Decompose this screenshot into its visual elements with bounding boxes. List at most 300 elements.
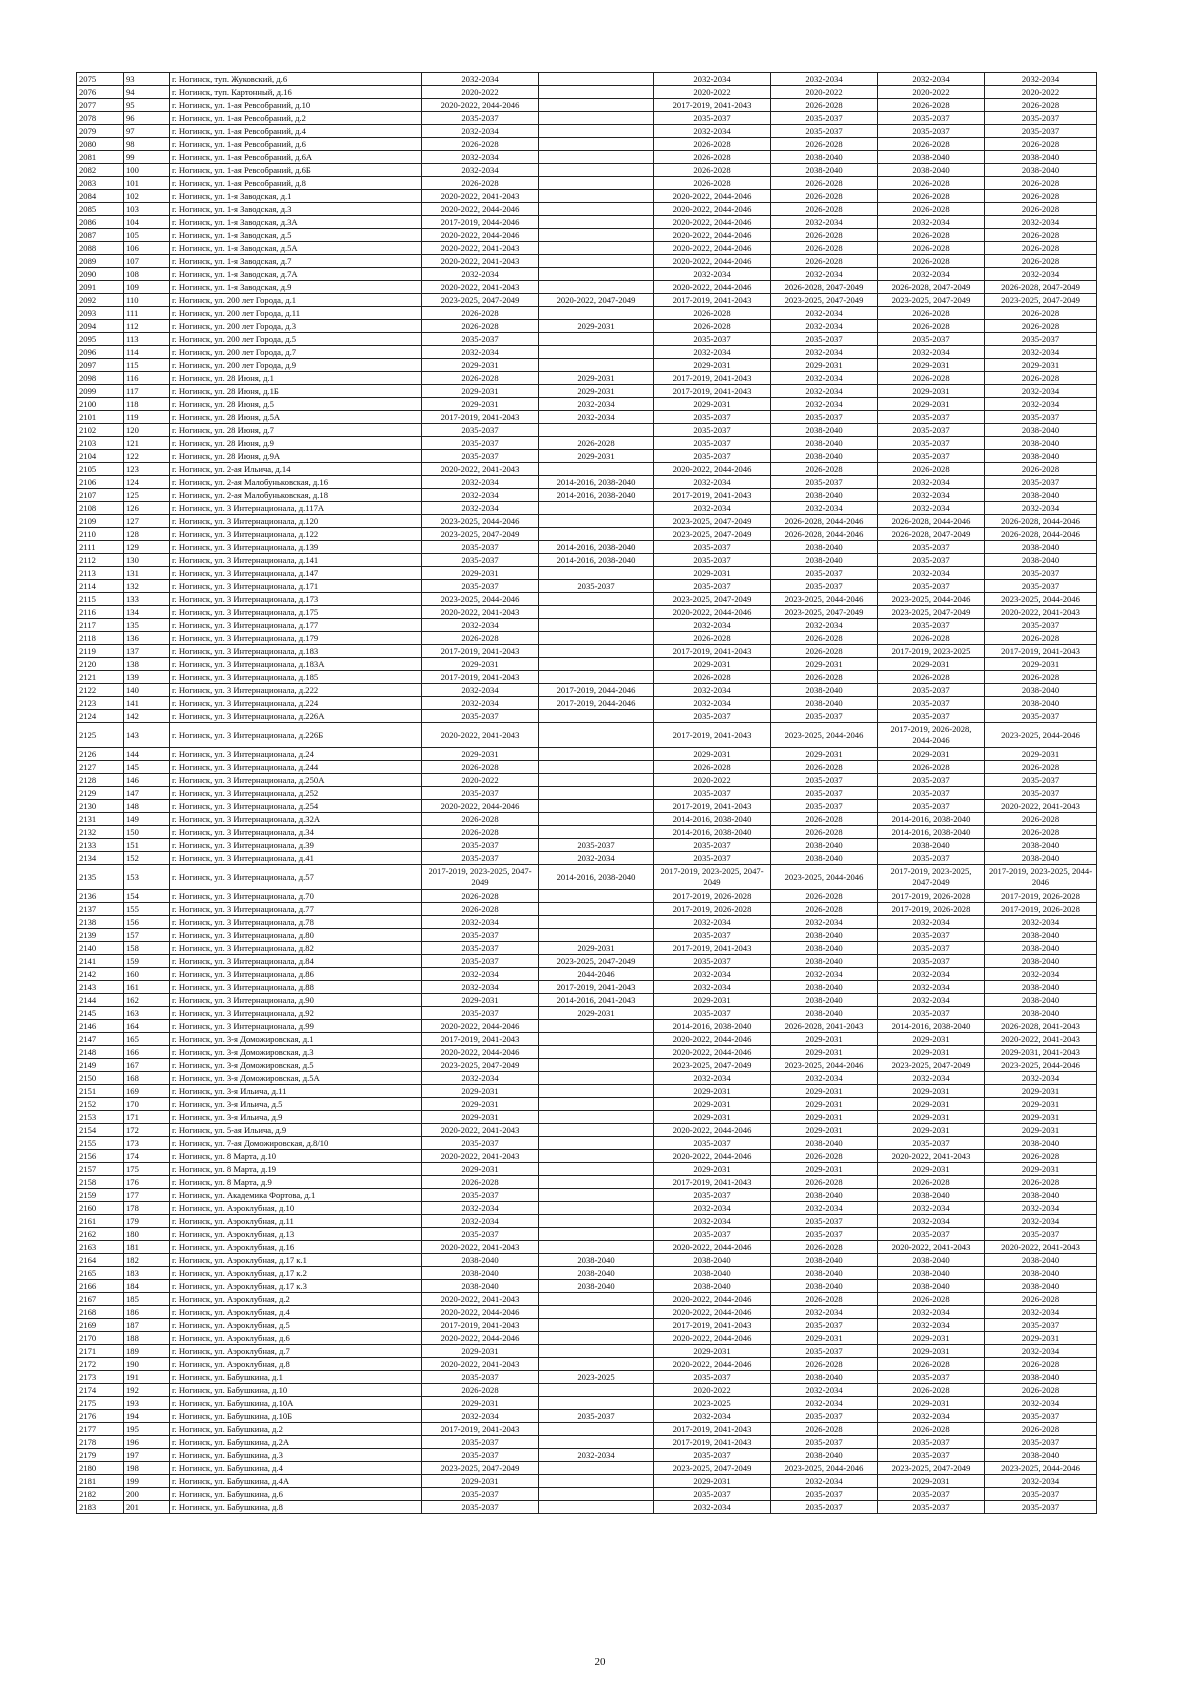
- table-cell: 2026-2028: [878, 463, 985, 476]
- table-cell: 2020-2022, 2041-2043: [422, 1150, 539, 1163]
- table-row: [77, 359, 1097, 372]
- table-cell: 2026-2028: [985, 1150, 1097, 1163]
- table-cell: 2156: [77, 1150, 124, 1163]
- table-cell: 2020-2022, 2041-2043: [985, 606, 1097, 619]
- table-cell: 2026-2028: [771, 645, 878, 658]
- table-cell: 2026-2028: [878, 761, 985, 774]
- table-cell: 2020-2022, 2044-2046: [654, 1332, 771, 1345]
- table-cell: 2182: [77, 1488, 124, 1501]
- table-cell: 2020-2022: [654, 86, 771, 99]
- table-cell: 2023-2025, 2047-2049: [654, 528, 771, 541]
- table-cell: 2038-2040: [878, 1267, 985, 1280]
- table-cell: 2075: [77, 73, 124, 86]
- table-cell: 2020-2022, 2041-2043: [878, 1150, 985, 1163]
- table-cell: 2023-2025, 2047-2049: [878, 294, 985, 307]
- table-row: [77, 125, 1097, 138]
- table-cell: 2035-2037: [878, 125, 985, 138]
- table-cell: 2038-2040: [771, 489, 878, 502]
- table-cell: 2026-2028: [985, 229, 1097, 242]
- table-cell: г. Ногинск, ул. 3 Интернационала, д.179: [170, 632, 422, 645]
- table-cell: 118: [124, 398, 170, 411]
- table-cell: 2125: [77, 723, 124, 748]
- table-row: [77, 916, 1097, 929]
- table-cell: 2020-2022, 2047-2049: [539, 294, 654, 307]
- table-cell: 2020-2022: [771, 86, 878, 99]
- table-cell: 2032-2034: [985, 1202, 1097, 1215]
- table-row: [77, 1215, 1097, 1228]
- table-cell: г. Ногинск, ул. 2-ая Малобуньковская, д.16: [170, 476, 422, 489]
- table-cell: 2029-2031: [654, 1163, 771, 1176]
- table-row: [77, 1163, 1097, 1176]
- table-cell: 2124: [77, 710, 124, 723]
- table-row: [77, 554, 1097, 567]
- table-cell: 2035-2037: [654, 554, 771, 567]
- table-cell: [539, 1475, 654, 1488]
- table-cell: 2077: [77, 99, 124, 112]
- table-cell: 2035-2037: [878, 942, 985, 955]
- table-cell: 2032-2034: [422, 502, 539, 515]
- table-cell: 104: [124, 216, 170, 229]
- table-cell: г. Ногинск, ул. 3 Интернационала, д.32А: [170, 813, 422, 826]
- table-cell: г. Ногинск, ул. 28 Июня, д.9: [170, 437, 422, 450]
- table-row: [77, 1488, 1097, 1501]
- table-cell: 2139: [77, 929, 124, 942]
- table-cell: 2020-2022, 2044-2046: [654, 1046, 771, 1059]
- table-cell: 2032-2034: [878, 916, 985, 929]
- table-cell: г. Ногинск, ул. 3 Интернационала, д.244: [170, 761, 422, 774]
- table-cell: 2032-2034: [422, 1072, 539, 1085]
- table-cell: 2035-2037: [771, 567, 878, 580]
- table-cell: г. Ногинск, ул. 2-ая Малобуньковская, д.18: [170, 489, 422, 502]
- table-cell: 2099: [77, 385, 124, 398]
- table-cell: 2032-2034: [878, 994, 985, 1007]
- table-cell: 2029-2031: [422, 1085, 539, 1098]
- table-cell: 2035-2037: [985, 1436, 1097, 1449]
- table-cell: 2020-2022, 2041-2043: [985, 1241, 1097, 1254]
- table-cell: 2087: [77, 229, 124, 242]
- table-cell: 2035-2037: [771, 1436, 878, 1449]
- table-cell: г. Ногинск, ул. 3 Интернационала, д.254: [170, 800, 422, 813]
- table-cell: 2023-2025, 2047-2049: [878, 1462, 985, 1475]
- table-cell: 2038-2040: [985, 1007, 1097, 1020]
- table-cell: 146: [124, 774, 170, 787]
- table-cell: 2026-2028: [422, 632, 539, 645]
- table-cell: 2038-2040: [771, 1267, 878, 1280]
- table-cell: 2032-2034: [654, 1215, 771, 1228]
- table-cell: 2014-2016, 2038-2040: [539, 541, 654, 554]
- table-cell: 2093: [77, 307, 124, 320]
- table-cell: г. Ногинск, ул. Бабушкина, д.4: [170, 1462, 422, 1475]
- table-row: [77, 333, 1097, 346]
- table-cell: 2026-2028: [985, 307, 1097, 320]
- table-cell: 2032-2034: [878, 268, 985, 281]
- table-cell: 2135: [77, 865, 124, 890]
- table-cell: 2026-2028: [771, 761, 878, 774]
- table-cell: 2020-2022, 2044-2046: [422, 1306, 539, 1319]
- table-cell: 2133: [77, 839, 124, 852]
- table-cell: 2020-2022, 2044-2046: [422, 800, 539, 813]
- table-cell: 2038-2040: [539, 1254, 654, 1267]
- table-cell: 108: [124, 268, 170, 281]
- table-cell: 2017-2019, 2026-2028: [985, 890, 1097, 903]
- table-cell: 114: [124, 346, 170, 359]
- table-cell: 2023-2025, 2044-2046: [878, 593, 985, 606]
- table-cell: 2038-2040: [985, 1137, 1097, 1150]
- table-cell: 192: [124, 1384, 170, 1397]
- table-cell: 2023-2025, 2044-2046: [771, 865, 878, 890]
- table-cell: 2035-2037: [771, 1488, 878, 1501]
- table-cell: 2104: [77, 450, 124, 463]
- table-cell: г. Ногинск, ул. 3 Интернационала, д.34: [170, 826, 422, 839]
- table-cell: г. Ногинск, ул. 200 лет Города, д.9: [170, 359, 422, 372]
- table-cell: 2035-2037: [771, 411, 878, 424]
- table-cell: 2035-2037: [878, 774, 985, 787]
- table-cell: 2032-2034: [654, 268, 771, 281]
- table-row: [77, 294, 1097, 307]
- table-cell: 2035-2037: [422, 112, 539, 125]
- table-cell: 2026-2028: [771, 813, 878, 826]
- table-cell: 2035-2037: [654, 580, 771, 593]
- table-cell: 2035-2037: [985, 580, 1097, 593]
- table-cell: 2017-2019, 2041-2043: [422, 1423, 539, 1436]
- table-cell: 2017-2019, 2041-2043: [422, 1319, 539, 1332]
- table-cell: 2035-2037: [771, 787, 878, 800]
- table-row: [77, 1150, 1097, 1163]
- table-cell: 159: [124, 955, 170, 968]
- table-cell: 2038-2040: [985, 1267, 1097, 1280]
- table-cell: [539, 1293, 654, 1306]
- table-cell: г. Ногинск, ул. 3 Интернационала, д.88: [170, 981, 422, 994]
- table-cell: 2032-2034: [654, 619, 771, 632]
- table-cell: 181: [124, 1241, 170, 1254]
- table-cell: [539, 645, 654, 658]
- table-cell: г. Ногинск, ул. 1-я Заводская, д.1: [170, 190, 422, 203]
- table-cell: г. Ногинск, ул. 3 Интернационала, д.82: [170, 942, 422, 955]
- table-cell: 2038-2040: [771, 1254, 878, 1267]
- table-cell: 2017-2019, 2041-2043: [422, 1033, 539, 1046]
- table-cell: г. Ногинск, ул. 3 Интернационала, д.77: [170, 903, 422, 916]
- table-cell: 194: [124, 1410, 170, 1423]
- table-cell: [539, 1397, 654, 1410]
- table-cell: 2017-2019, 2026-2028: [878, 890, 985, 903]
- table-cell: 2026-2028: [985, 813, 1097, 826]
- table-cell: 2032-2034: [985, 1397, 1097, 1410]
- table-cell: г. Ногинск, ул. 28 Июня, д.5: [170, 398, 422, 411]
- table-cell: 2161: [77, 1215, 124, 1228]
- table-cell: 2032-2034: [539, 1449, 654, 1462]
- table-cell: 2026-2028: [771, 229, 878, 242]
- table-cell: 2026-2028: [878, 1423, 985, 1436]
- table-cell: 2026-2028: [878, 1293, 985, 1306]
- table-cell: 2020-2022, 2044-2046: [654, 1124, 771, 1137]
- table-cell: 2026-2028: [771, 1293, 878, 1306]
- table-cell: г. Ногинск, ул. 3 Интернационала, д.78: [170, 916, 422, 929]
- table-cell: г. Ногинск, ул. 3 Интернационала, д.70: [170, 890, 422, 903]
- table-cell: 2026-2028: [878, 320, 985, 333]
- table-cell: 165: [124, 1033, 170, 1046]
- table-cell: 2032-2034: [539, 398, 654, 411]
- table-cell: 193: [124, 1397, 170, 1410]
- table-cell: 2032-2034: [422, 697, 539, 710]
- table-cell: 2020-2022, 2044-2046: [422, 203, 539, 216]
- table-cell: [539, 1202, 654, 1215]
- table-cell: 148: [124, 800, 170, 813]
- table-cell: 2158: [77, 1176, 124, 1189]
- table-cell: 2026-2028: [985, 1176, 1097, 1189]
- table-row: [77, 580, 1097, 593]
- table-cell: г. Ногинск, ул. 200 лет Города, д.11: [170, 307, 422, 320]
- table-cell: 2023-2025, 2044-2046: [422, 515, 539, 528]
- table-cell: 2175: [77, 1397, 124, 1410]
- table-row: [77, 437, 1097, 450]
- table-cell: [539, 1358, 654, 1371]
- table-cell: 2026-2028: [771, 463, 878, 476]
- table-cell: 2014-2016, 2038-2040: [539, 476, 654, 489]
- table-cell: 2101: [77, 411, 124, 424]
- table-cell: [539, 268, 654, 281]
- table-row: [77, 1254, 1097, 1267]
- table-cell: 2032-2034: [771, 268, 878, 281]
- table-cell: 2020-2022: [654, 774, 771, 787]
- table-cell: 2014-2016, 2038-2040: [654, 813, 771, 826]
- table-cell: 2166: [77, 1280, 124, 1293]
- table-cell: [539, 619, 654, 632]
- table-cell: 2026-2028: [985, 1293, 1097, 1306]
- table-cell: [539, 515, 654, 528]
- table-cell: 2032-2034: [771, 216, 878, 229]
- table-cell: 2038-2040: [771, 839, 878, 852]
- table-cell: г. Ногинск, ул. Аэроклубная, д.17 к.1: [170, 1254, 422, 1267]
- table-cell: 2023-2025: [654, 1397, 771, 1410]
- table-row: [77, 710, 1097, 723]
- table-cell: [539, 1137, 654, 1150]
- table-cell: 2026-2028: [985, 203, 1097, 216]
- table-cell: 2035-2037: [878, 1501, 985, 1514]
- table-cell: 101: [124, 177, 170, 190]
- table-row: [77, 1436, 1097, 1449]
- table-cell: 2020-2022, 2041-2043: [985, 800, 1097, 813]
- table-cell: [539, 1436, 654, 1449]
- table-cell: 2035-2037: [654, 437, 771, 450]
- table-cell: 137: [124, 645, 170, 658]
- table-cell: г. Ногинск, ул. 1-я Заводская, д.5А: [170, 242, 422, 255]
- table-cell: 2023-2025, 2047-2049: [771, 294, 878, 307]
- table-cell: г. Ногинск, ул. Аэроклубная, д.10: [170, 1202, 422, 1215]
- table-cell: 2020-2022, 2044-2046: [654, 1150, 771, 1163]
- table-cell: 2029-2031: [771, 748, 878, 761]
- table-cell: г. Ногинск, ул. Аэроклубная, д.5: [170, 1319, 422, 1332]
- table-cell: 2035-2037: [654, 1189, 771, 1202]
- table-cell: 2017-2019, 2041-2043: [654, 645, 771, 658]
- table-cell: 2029-2031: [878, 658, 985, 671]
- table-cell: 2032-2034: [771, 385, 878, 398]
- table-cell: 2029-2031: [771, 1085, 878, 1098]
- table-cell: 2179: [77, 1449, 124, 1462]
- table-cell: г. Ногинск, ул. 3-я Доможировская, д.3: [170, 1046, 422, 1059]
- table-cell: 2029-2031: [985, 1332, 1097, 1345]
- table-cell: 2023-2025, 2047-2049: [654, 593, 771, 606]
- table-cell: 2026-2028: [878, 190, 985, 203]
- table-cell: 2128: [77, 774, 124, 787]
- table-cell: [539, 1345, 654, 1358]
- table-cell: 2035-2037: [771, 710, 878, 723]
- table-cell: 2032-2034: [985, 1215, 1097, 1228]
- table-cell: 2038-2040: [985, 164, 1097, 177]
- table-cell: 2035-2037: [985, 125, 1097, 138]
- table-cell: 2023-2025, 2044-2046: [771, 723, 878, 748]
- table-row: [77, 619, 1097, 632]
- table-cell: 2029-2031: [878, 748, 985, 761]
- table-cell: 2038-2040: [654, 1267, 771, 1280]
- table-cell: 2035-2037: [539, 1410, 654, 1423]
- table-cell: 2032-2034: [771, 619, 878, 632]
- table-cell: 131: [124, 567, 170, 580]
- table-cell: 2026-2028: [422, 138, 539, 151]
- table-cell: 2020-2022, 2044-2046: [654, 1241, 771, 1254]
- table-cell: [539, 528, 654, 541]
- table-cell: 2035-2037: [771, 125, 878, 138]
- table-cell: 2032-2034: [878, 1319, 985, 1332]
- table-cell: 2017-2019, 2026-2028: [654, 890, 771, 903]
- table-row: [77, 567, 1097, 580]
- table-cell: 120: [124, 424, 170, 437]
- table-row: [77, 1072, 1097, 1085]
- table-cell: 2029-2031: [422, 1163, 539, 1176]
- table-cell: 2090: [77, 268, 124, 281]
- table-cell: 2143: [77, 981, 124, 994]
- table-cell: 2032-2034: [422, 125, 539, 138]
- table-cell: [539, 203, 654, 216]
- table-cell: 2035-2037: [985, 619, 1097, 632]
- table-cell: 2038-2040: [878, 151, 985, 164]
- table-cell: 147: [124, 787, 170, 800]
- table-cell: 2035-2037: [422, 580, 539, 593]
- table-cell: 2032-2034: [985, 1072, 1097, 1085]
- table-cell: 136: [124, 632, 170, 645]
- table-cell: г. Ногинск, ул. 3 Интернационала, д.139: [170, 541, 422, 554]
- table-cell: [539, 813, 654, 826]
- table-cell: 2023-2025: [539, 1371, 654, 1384]
- table-cell: г. Ногинск, ул. 3 Интернационала, д.173: [170, 593, 422, 606]
- table-cell: 2023-2025, 2047-2049: [422, 528, 539, 541]
- table-cell: 2029-2031: [985, 1111, 1097, 1124]
- table-cell: 160: [124, 968, 170, 981]
- table-cell: 175: [124, 1163, 170, 1176]
- table-row: [77, 1228, 1097, 1241]
- table-cell: 2026-2028: [422, 320, 539, 333]
- table-cell: 2155: [77, 1137, 124, 1150]
- table-cell: 2017-2019, 2041-2043: [654, 489, 771, 502]
- table-row: [77, 463, 1097, 476]
- table-cell: 2088: [77, 242, 124, 255]
- table-cell: 2017-2019, 2044-2046: [539, 684, 654, 697]
- table-cell: 2026-2028: [985, 1384, 1097, 1397]
- table-cell: 157: [124, 929, 170, 942]
- table-cell: 2020-2022, 2044-2046: [422, 1332, 539, 1345]
- table-cell: 2129: [77, 787, 124, 800]
- table-cell: 2130: [77, 800, 124, 813]
- table-cell: 2038-2040: [985, 450, 1097, 463]
- table-cell: 178: [124, 1202, 170, 1215]
- table-row: [77, 190, 1097, 203]
- table-cell: 2035-2037: [422, 1449, 539, 1462]
- table-cell: 2035-2037: [654, 112, 771, 125]
- table-cell: 2035-2037: [422, 450, 539, 463]
- table-cell: 2032-2034: [422, 346, 539, 359]
- table-cell: 2026-2028: [654, 632, 771, 645]
- table-cell: г. Ногинск, ул. 200 лет Города, д.1: [170, 294, 422, 307]
- table-row: [77, 697, 1097, 710]
- table-cell: 2029-2031: [539, 320, 654, 333]
- table-cell: 2035-2037: [878, 1449, 985, 1462]
- table-cell: 2026-2028: [771, 203, 878, 216]
- table-cell: г. Ногинск, ул. Бабушкина, д.6: [170, 1488, 422, 1501]
- schedule-table: [76, 72, 1097, 1514]
- table-cell: 2026-2028: [985, 463, 1097, 476]
- table-cell: 141: [124, 697, 170, 710]
- table-cell: [539, 73, 654, 86]
- table-cell: 145: [124, 761, 170, 774]
- table-cell: 2032-2034: [878, 216, 985, 229]
- table-cell: 2035-2037: [654, 839, 771, 852]
- table-cell: 2119: [77, 645, 124, 658]
- table-cell: 2038-2040: [422, 1254, 539, 1267]
- table-cell: 149: [124, 813, 170, 826]
- table-cell: 168: [124, 1072, 170, 1085]
- table-cell: 2017-2019, 2041-2043: [654, 723, 771, 748]
- table-cell: 2029-2031: [654, 1085, 771, 1098]
- table-cell: г. Ногинск, ул. Академика Фортова, д.1: [170, 1189, 422, 1202]
- table-cell: 2035-2037: [771, 1501, 878, 1514]
- table-cell: 2032-2034: [878, 73, 985, 86]
- table-cell: 2035-2037: [771, 1215, 878, 1228]
- table-cell: 122: [124, 450, 170, 463]
- table-cell: 2026-2028: [878, 255, 985, 268]
- table-cell: 2038-2040: [539, 1280, 654, 1293]
- table-cell: 2035-2037: [878, 424, 985, 437]
- table-cell: [539, 1085, 654, 1098]
- table-cell: 2035-2037: [985, 774, 1097, 787]
- table-cell: 2091: [77, 281, 124, 294]
- table-cell: 2127: [77, 761, 124, 774]
- table-cell: 2029-2031: [539, 450, 654, 463]
- table-cell: 2038-2040: [771, 1007, 878, 1020]
- table-row: [77, 1124, 1097, 1137]
- table-cell: 2032-2034: [985, 346, 1097, 359]
- table-cell: 2109: [77, 515, 124, 528]
- table-cell: 2038-2040: [771, 1280, 878, 1293]
- table-cell: 2153: [77, 1111, 124, 1124]
- table-cell: 2020-2022, 2044-2046: [654, 216, 771, 229]
- table-cell: 2020-2022, 2044-2046: [654, 242, 771, 255]
- table-cell: [539, 151, 654, 164]
- table-cell: г. Ногинск, ул. 200 лет Города, д.5: [170, 333, 422, 346]
- table-cell: 2029-2031: [878, 1475, 985, 1488]
- table-row: [77, 852, 1097, 865]
- table-cell: 2123: [77, 697, 124, 710]
- table-cell: 2017-2019, 2041-2043: [422, 645, 539, 658]
- table-cell: 109: [124, 281, 170, 294]
- table-row: [77, 398, 1097, 411]
- table-row: [77, 1293, 1097, 1306]
- table-cell: 144: [124, 748, 170, 761]
- table-cell: 2035-2037: [878, 580, 985, 593]
- table-cell: 2020-2022, 2044-2046: [654, 1306, 771, 1319]
- table-cell: 2035-2037: [985, 787, 1097, 800]
- table-cell: 2029-2031: [654, 567, 771, 580]
- table-cell: 2020-2022: [878, 86, 985, 99]
- table-row: [77, 112, 1097, 125]
